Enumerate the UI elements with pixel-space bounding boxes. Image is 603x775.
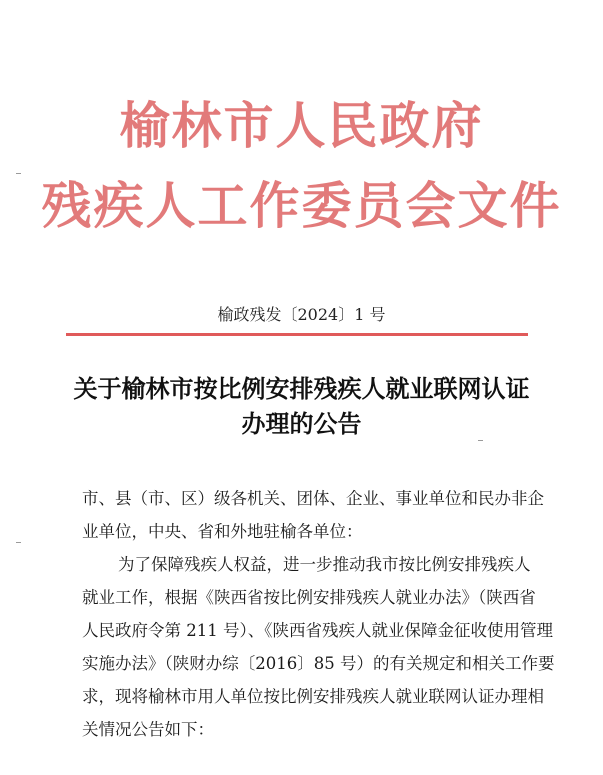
scan-speck bbox=[16, 173, 21, 174]
body-line-2: 业单位，中央、省和外地驻榆各单位： bbox=[82, 522, 363, 541]
scan-speck bbox=[478, 440, 483, 441]
document-number: 榆政残发〔2024〕1 号 bbox=[217, 305, 386, 324]
red-separator-rule bbox=[66, 333, 528, 336]
issuing-authority-line-1: 榆林市人民政府 bbox=[119, 96, 484, 155]
document-title-line-1: 关于榆林市按比例安排残疾人就业联网认证 bbox=[73, 374, 530, 403]
document-title-line-2: 办理的公告 bbox=[241, 409, 362, 438]
body-line-4: 就业工作，根据《陕西省按比例安排残疾人就业办法》（陕西省 bbox=[82, 588, 536, 607]
body-line-7: 求，现将榆林市用人单位按比例安排残疾人就业联网认证办理相 bbox=[82, 687, 544, 706]
scan-speck bbox=[16, 542, 21, 543]
body-line-6: 实施办法》（陕财办综〔2016〕85 号）的有关规定和相关工作要 bbox=[82, 654, 555, 673]
issuing-authority-line-2: 残疾人工作委员会文件 bbox=[41, 176, 562, 235]
body-line-5: 人民政府令第 211 号）、《陕西省残疾人就业保障金征收使用管理 bbox=[82, 621, 553, 640]
body-line-3: 为了保障残疾人权益，进一步推动我市按比例安排残疾人 bbox=[118, 555, 531, 574]
body-line-1: 市、县（市、区）级各机关、团体、企业、事业单位和民办非企 bbox=[82, 489, 544, 508]
body-line-8: 关情况公告如下： bbox=[82, 720, 214, 739]
